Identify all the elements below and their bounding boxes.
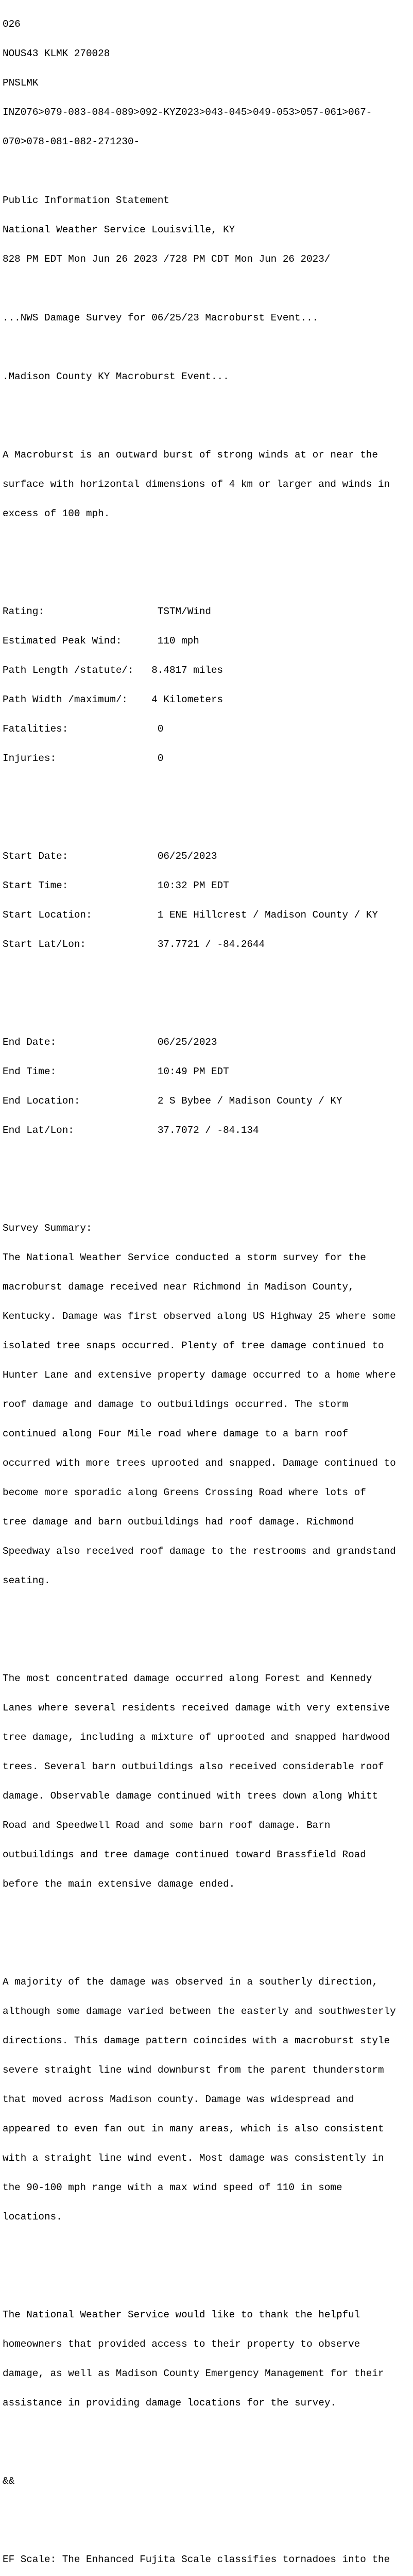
stat-peak-wind: Estimated Peak Wind: 110 mph: [3, 635, 199, 647]
summary-line: before the main extensive damage ended.: [3, 1878, 235, 1890]
summary-line: macroburst damage received near Richmond in Madison County,: [3, 1281, 354, 1293]
summary-heading: Survey Summary:: [3, 1223, 92, 1234]
end-time: End Time: 10:49 PM EDT: [3, 1066, 229, 1077]
blank-line: [3, 284, 413, 294]
summary-line: severe straight line wind downburst from the parent thunderstorm: [3, 2064, 384, 2076]
summary-line: Hunter Lane and extensive property damage occurred to a home where: [3, 1369, 396, 1381]
summary-line: Lanes where several residents received damage with very extensive: [3, 1702, 390, 1714]
summary-line: seating.: [3, 1575, 50, 1586]
blank-line: [3, 166, 413, 176]
macroburst-definition: [3, 431, 413, 538]
summary-line: The most concentrated damage occurred along Forest and Kennedy: [3, 1673, 372, 1684]
start-location: Start Location: 1 ENE Hillcrest / Madison County / KY: [3, 909, 378, 921]
summary-line: damage. Observable damage continued with trees down along Whitt: [3, 1790, 378, 1802]
event-start: [3, 832, 413, 969]
blank-line: [3, 558, 413, 568]
end-date: End Date: 06/25/2023: [3, 1037, 217, 1048]
summary-line: locations.: [3, 2211, 62, 2223]
product-name: Public Information Statement: [3, 195, 169, 206]
event-end: [3, 1018, 413, 1155]
ugc-zones-line-2: 070>078-081-082-271230-: [3, 136, 140, 147]
ef-intro-line: EF Scale: The Enhanced Fujita Scale classifies tornadoes into the: [3, 2554, 390, 2565]
summary-line: although some damage varied between the easterly and southwesterly: [3, 2006, 396, 2017]
blank-line: [3, 1625, 413, 1635]
blank-line: [3, 1175, 413, 1184]
stat-rating: Rating: TSTM/Wind: [3, 606, 211, 617]
blank-line: [3, 343, 413, 352]
definition-line: surface with horizontal dimensions of 4 km or larger and winds in: [3, 479, 390, 490]
summary-line: roof damage and damage to outbuildings occurred. The storm: [3, 1399, 349, 1410]
summary-line: tree damage, including a mixture of uprooted and snapped hardwood: [3, 1732, 390, 1743]
summary-line: directions. This damage pattern coincides with a macroburst style: [3, 2035, 390, 2046]
blank-line: [3, 803, 413, 812]
survey-summary-paragraph-1: [3, 1204, 413, 1605]
summary-line: become more sporadic along Greens Crossing Road where lots of: [3, 1487, 366, 1498]
definition-line: A Macroburst is an outward burst of strong winds at or near the: [3, 449, 378, 461]
stat-path-width: Path Width /maximum/: 4 Kilometers: [3, 694, 223, 705]
stat-injuries: Injuries: 0: [3, 753, 164, 764]
blank-line: [3, 1928, 413, 1938]
start-time: Start Time: 10:32 PM EDT: [3, 880, 229, 891]
summary-line: assistance in providing damage locations for the survey.: [3, 2397, 336, 2409]
summary-line: Kentucky. Damage was first observed along US Highway 25 where some: [3, 1311, 396, 1322]
start-lat-lon: Start Lat/Lon: 37.7721 / -84.2644: [3, 939, 265, 950]
summary-line: isolated tree snaps occurred. Plenty of tree damage continued to: [3, 1340, 384, 1351]
blank-line: [3, 989, 413, 998]
issue-time: 828 PM EDT Mon Jun 26 2023 /728 PM CDT Mon Jun 26 2023/: [3, 253, 331, 265]
issuing-office: National Weather Service Louisville, KY: [3, 224, 235, 235]
summary-line: trees. Several barn outbuildings also received considerable roof: [3, 1761, 384, 1772]
stat-path-length: Path Length /statute/: 8.4817 miles: [3, 665, 223, 676]
end-location: End Location: 2 S Bybee / Madison County / KY: [3, 1095, 342, 1107]
summary-line: appeared to even fan out in many areas, which is also consistent: [3, 2123, 384, 2134]
summary-line: homeowners that provided access to their property to observe: [3, 2338, 360, 2350]
summary-line: Speedway also received roof damage to the restrooms and grandstand: [3, 1546, 396, 1557]
ef-scale-intro: [3, 2535, 413, 2576]
awips-id: PNSLMK: [3, 77, 39, 89]
summary-line: A majority of the damage was observed in a southerly direction,: [3, 1976, 378, 1988]
summary-line: outbuildings and tree damage continued toward Brassfield Road: [3, 1849, 366, 1860]
event-stats: [3, 587, 413, 783]
summary-line: Road and Speedwell Road and some barn roof damage. Barn: [3, 1820, 331, 1831]
section-break-marker: &&: [3, 2476, 15, 2487]
blank-line: [3, 401, 413, 411]
acknowledgement-paragraph: [3, 2291, 413, 2428]
wmo-header: NOUS43 KLMK 270028: [3, 48, 110, 59]
definition-line: excess of 100 mph.: [3, 508, 110, 519]
survey-summary-paragraph-2: [3, 1654, 413, 1909]
subheadline: .Madison County KY Macroburst Event...: [3, 371, 229, 382]
survey-summary-paragraph-3: [3, 1958, 413, 2242]
product-sequence-number: 026: [3, 19, 21, 30]
blank-line: [3, 2506, 413, 2516]
end-lat-lon: End Lat/Lon: 37.7072 / -84.134: [3, 1125, 259, 1136]
summary-line: the 90-100 mph range with a max wind speed of 110 in some: [3, 2182, 342, 2193]
start-date: Start Date: 06/25/2023: [3, 851, 217, 862]
blank-line: [3, 2447, 413, 2457]
blank-line: [3, 2261, 413, 2271]
summary-line: with a straight line wind event. Most damage was consistently in: [3, 2153, 384, 2164]
headline: ...NWS Damage Survey for 06/25/23 Macroburst Event...: [3, 312, 319, 324]
summary-line: The National Weather Service would like to thank the helpful: [3, 2309, 360, 2320]
stat-fatalities: Fatalities: 0: [3, 723, 164, 735]
ugc-zones-line-1: INZ076>079-083-084-089>092-KYZ023>043-045>049-053>057-061>067-: [3, 107, 372, 118]
summary-line: occurred with more trees uprooted and snapped. Damage continued to: [3, 1458, 396, 1469]
summary-line: that moved across Madison county. Damage was widespread and: [3, 2094, 354, 2105]
summary-line: damage, as well as Madison County Emergency Management for their: [3, 2368, 384, 2379]
summary-line: tree damage and barn outbuildings had roof damage. Richmond: [3, 1516, 354, 1528]
summary-line: The National Weather Service conducted a storm survey for the: [3, 1252, 366, 1263]
summary-line: continued along Four Mile road where damage to a barn roof: [3, 1428, 349, 1439]
